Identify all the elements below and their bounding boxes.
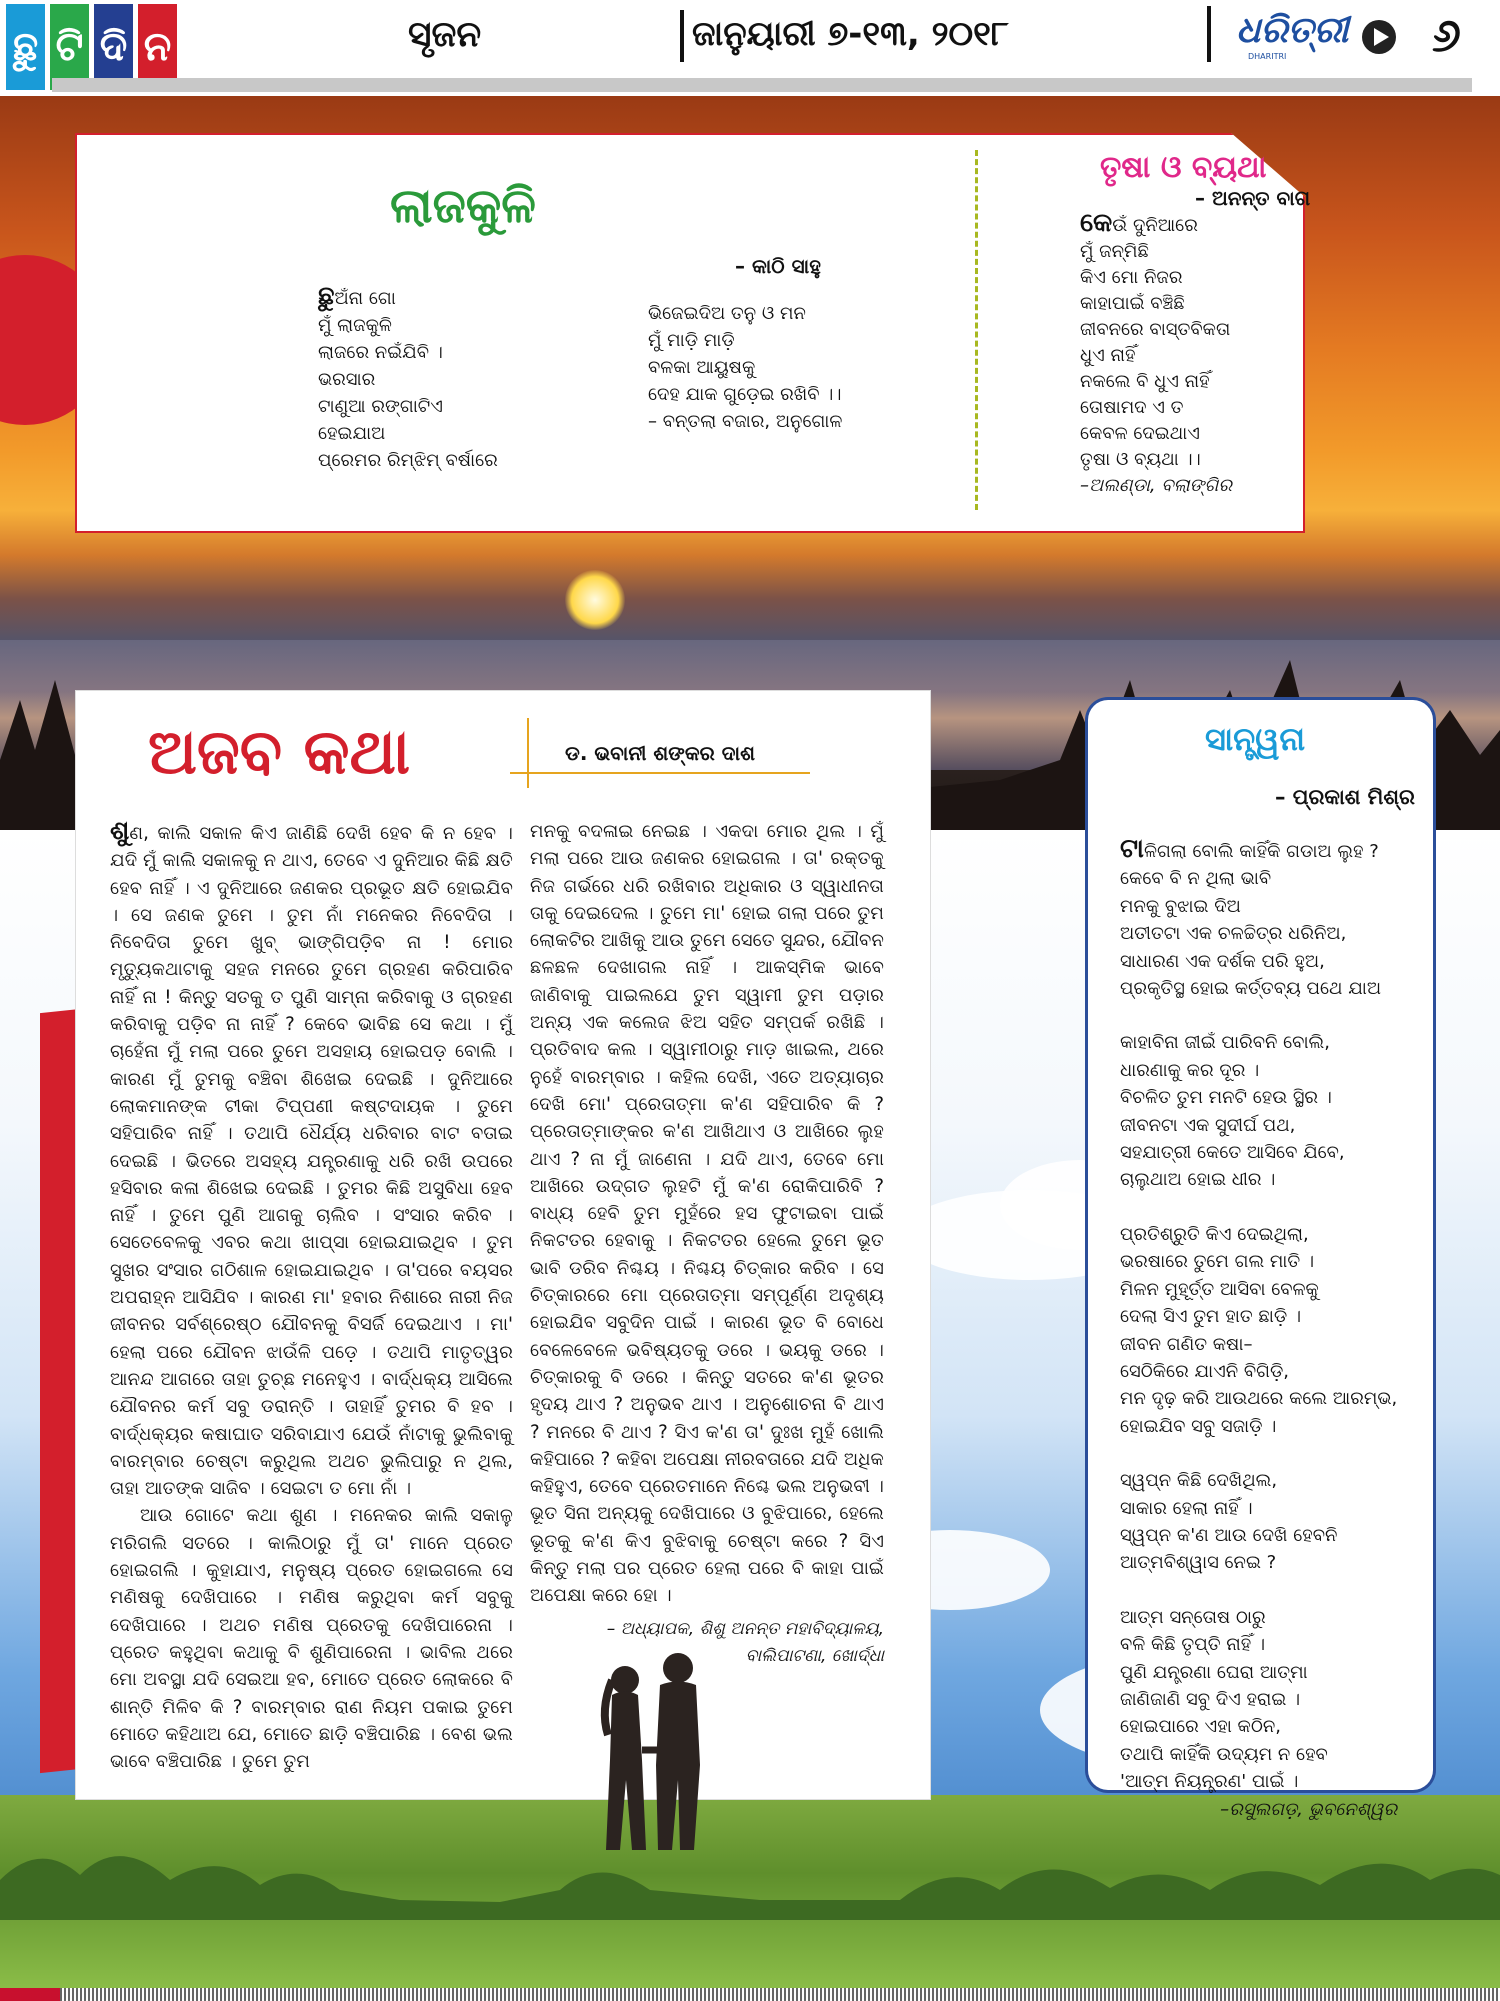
poem-line: କେଉଁ ଦୁନିଆରେ	[1080, 208, 1198, 238]
poem-body	[648, 300, 842, 435]
poem-line: ପ୍ରକୃତିସ୍ଥ ହୋଇ କର୍ତ୍ତବ୍ୟ ପଥେ ଯାଅ	[1120, 978, 1382, 1000]
poem-line: ପ୍ରତିଶ୍ରୁତି କିଏ ଦେଇଥିଲା,	[1120, 1223, 1309, 1245]
signature-line: – ଅଧ୍ୟାପକ, ଶିଶୁ ଅନନ୍ତ ମହାବିଦ୍ୟାଳୟ,	[606, 1619, 884, 1639]
poem-line: ସ୍ୱପ୍ନ କ'ଣ ଆଉ ଦେଖି ହେବନି	[1120, 1524, 1338, 1546]
poem-line: ଆତ୍ମବିଶ୍ୱାସ ନେଇ ?	[1120, 1552, 1277, 1574]
issue-date: ଜାନୁୟାରୀ ୭-୧୩, ୨୦୧୮	[692, 14, 1009, 54]
article-paragraph: ଶୁଣ, କାଲି ସକାଳ କିଏ ଜାଣିଛି ଦେଖି ହେବ କି ନ ହେବ । ଯଦି ମୁଁ କାଲି ସକାଳକୁ ନ ଥାଏ, ତେବେ ଏ ଦୁନିଆର କିଛି କ୍ଷତି ହେବ ନାହିଁ । ଏ ଦୁନିଆରେ ଜଣକର ପ୍ରଭୂତ କ୍ଷତି ହୋଇଯିବ । ସେ ଜଣକ ତୁମେ । ତୁମ ନାଁ ମନେକର ନିବେଦିତା । ନିବେଦିତା ତୁମେ ଖୁବ୍ ଭାଙ୍ଗିପଡ଼ିବ ନା ! ମୋର ମୃତ୍ୟୁକଥାଟାକୁ ସହଜ ମନରେ ତୁମେ ଗ୍ରହଣ କରିପାରିବ ନାହିଁ ନା ! କିନ୍ତୁ ସତକୁ ତ ପୁଣି ସାମ୍ନା କରିବାକୁ ଓ ଗ୍ରହଣ କରିବାକୁ ପଡ଼ିବ ନା ନାହିଁ ? କେବେ ଭାବିଛ ସେ କଥା । ମୁଁ ଚାହେଁନା ମୁଁ ମଲା ପରେ ତୁମେ ଅସହାୟ ହୋଇପଡ଼ ବୋଲି । କାରଣ ମୁଁ ତୁମକୁ ବଞ୍ଚିବା ଶିଖେଇ ଦେଇଛି । ଦୁନିଆରେ ଲୋକମାନଙ୍କ ଟୀକା ଟିପ୍ପଣୀ କଷ୍ଟଦାୟକ । ତୁମେ ସହିପାରିବ ନାହିଁ । ତଥାପି ଧୈର୍ଯ୍ୟ ଧରିବାର ବାଟ ବତାଇ ଦେଇଛି । ଭିତରେ ଅସହ୍ୟ ଯନ୍ତ୍ରଣାକୁ ଧରି ରଖି ଉପରେ ହସିବାର କଳା ଶିଖେଇ ଦେଇଛି । ତୁମର କିଛି ଅସୁବିଧା ହେବ ନାହିଁ । ତୁମେ ପୁଣି ଆଗକୁ ଚାଲିବ । ସଂସାର କରିବ । ସେତେବେଳକୁ ଏବର କଥା ଖାପ୍‌ସା ହୋଇଯାଇଥିବ । ତୁମ ସୁଖର ସଂସାର ଗଠିଶାଳ ହୋଇଯାଇଥିବ । ତା'ପରେ ବୟସର ଅପରାହ୍ନ ଆସିଯିବ । କାରଣ ମା' ହବାର ନିଶାରେ ନାରୀ ନିଜ ଜୀବନର ସର୍ବଶ୍ରେଷ୍ଠ ଯୌବନକୁ ବିସର୍ଜି ଦେଇଥାଏ । ମା' ହେଲା ପରେ ଯୌବନ ଝାଉଁଳି ପଡ଼େ । ତଥାପି ମାତୃତ୍ୱର ଆନନ୍ଦ ଆଗରେ ତାହା ତୁଚ୍ଛ ମନେହୁଏ । ବାର୍ଦ୍ଧକ୍ୟ ଆସିଲେ ଯୌବନର କର୍ମ ସବୁ ଡରାନ୍ତି । ତାହାହିଁ ତୁମର ବି ହବ । ବାର୍ଦ୍ଧକ୍ୟର କଷାଘାତ ସରିବାଯାଏ ଯେଉଁ ନାଁଟାକୁ ଭୁଲିବାକୁ ବାରମ୍ବାର ଚେଷ୍ଟା କରୁଥିଲ ଅଥଚ ଭୁଲିପାରୁ ନ ଥିଲ, ତାହା ଆତଙ୍କ ସାଜିବ । ସେଇଟା ତ ମୋ ନାଁ ।	[110, 816, 513, 1500]
poem-line: ହେଇଯାଅ	[318, 423, 386, 444]
drop-cap: ଛୁ	[318, 281, 335, 311]
poem-line: ମିଳନ ମୁହୂର୍ତ୍ତ ଆସିବା ବେଳକୁ	[1120, 1278, 1319, 1300]
poem-line: କେବଳ ଦେଇଥାଏ	[1080, 423, 1200, 444]
poem-line: ବଳି କିଛି ତୃପ୍ତି ନାହିଁ ।	[1120, 1634, 1266, 1656]
poem-line: ଭରସାର	[318, 369, 376, 390]
poem-place: –ରସୁଲଗଡ଼, ଭୁବନେଶ୍ୱର	[1220, 1798, 1398, 1820]
poem-line: ହୋଇପାରେ ଏହା କଠିନ,	[1120, 1716, 1281, 1738]
poem-line: ହୋଇଯିବ ସବୁ ସଜାଡ଼ି ।	[1120, 1415, 1277, 1437]
poem-line: ମୁଁ ଲାଜକୁଳି	[318, 315, 392, 336]
poem-body	[318, 283, 498, 474]
poem-line: ଧାରଣାକୁ କର ଦୂର ।	[1120, 1059, 1260, 1081]
poem-line: ଆତ୍ମ ସନ୍ତୋଷ ଠାରୁ	[1120, 1606, 1266, 1628]
title-rule	[527, 718, 529, 788]
logo-letter-1: ଛୁ	[6, 4, 45, 90]
article-signature	[530, 1616, 884, 1670]
logo-letter-3: ଦି	[94, 4, 133, 90]
poem-author: – କାଠି ସାହୁ	[735, 254, 821, 278]
poem-body	[1120, 836, 1397, 1823]
poem-line: ଧୁଏ ନାହିଁ	[1080, 345, 1136, 366]
drop-cap: ଟା	[1120, 834, 1144, 864]
article-paragraph: ମନକୁ ବଦଳାଇ ନେଇଛ । ଏକଦା ମୋର ଥିଲ । ମୁଁ ମଲା ପରେ ଆଉ ଜଣକର ହୋଇଗଲ । ତା' ରକ୍ତକୁ ନିଜ ଗର୍ଭରେ ଧରି ରଖିବାର ଅଧିକାର ଓ ସ୍ୱାଧୀନତା ତାକୁ ଦେଇଦେଲ । ତୁମେ ମା' ହୋଇ ଗଲା ପରେ ତୁମ ଲୋକଟିର ଆଖିକୁ ଆଉ ତୁମେ ସେତେ ସୁନ୍ଦର, ଯୌବନ ଛଳଛଳ ଦେଖାଗଲ ନାହିଁ । ଆକସ୍ମିକ ଭାବେ ଜାଣିବାକୁ ପାଇଲଯେ ତୁମ ସ୍ୱାମୀ ତୁମ ପଡ଼ାର ଅନ୍ୟ ଏକ କଲେଜ ଝିଅ ସହିତ ସମ୍ପର୍କ ରଖିଛି । ପ୍ରତିବାଦ କଲ । ସ୍ୱାମୀଠାରୁ ମାଡ଼ ଖାଇଲ, ଥରେ ନୁହେଁ ବାରମ୍ବାର । କହିଲ ଦେଖି, ଏତେ ଅତ୍ୟାଚାର ଦେଖି ମୋ' ପ୍ରେତାତ୍ମା କ'ଣ ସହିପାରିବ କି ? ପ୍ରେତାତ୍ମାଙ୍କର କ'ଣ ଆଖିଥାଏ ଓ ଆଖିରେ ଲୁହ ଥାଏ ? ନା ମୁଁ ଜାଣେନା । ଯଦି ଥାଏ, ତେବେ ମୋ ଆଖିରେ ଉଦ୍‌ଗତ ଲୁହଟି ମୁଁ କ'ଣ ରୋକିପାରିବି ? ବାଧ୍ୟ ହେବି ତୁମ ମୁହଁରେ ହସ ଫୁଟାଇବା ପାଇଁ ନିକଟତର ହେବାକୁ । ନିକଟତର ହେଲେ ତୁମେ ଭୂତ ଭାବି ଡରିବ ନିଶ୍ଚୟ । ନିଶ୍ଚୟ ଚିତ୍କାର କରିବ । ସେ ଚିତ୍କାରରେ ମୋ ପ୍ରେତାତ୍ମା ସମ୍ପୂର୍ଣ୍ଣ ଅଦୃଶ୍ୟ ହୋଇଯିବ ସବୁଦିନ ପାଇଁ । କାରଣ ଭୂତ ବି ବୋଧେ ବେଳେବେଳେ ଭବିଷ୍ୟତକୁ ଡରେ । ଭୟକୁ ଡରେ । ଚିତ୍କାରକୁ ବି ଡରେ । କିନ୍ତୁ ସତରେ କ'ଣ ଭୂତର ହୃଦୟ ଥାଏ ? ଅନୁଭବ ଥାଏ । ଅନୁଶୋଚନା ବି ଥାଏ ? ମନରେ ବି ଥାଏ ? ସିଏ କ'ଣ ତା' ଦୁଃଖ ମୁହଁ ଖୋଲି କହିପାରେ ? କହିବା ଅପେକ୍ଷା ନୀରବତାରେ ଯଦି ଅଧିକ କହିହୁଏ, ତେବେ ପ୍ରେତମାନେ ନିଶ୍ଚେ ଭଲ ଅନୁଭବୀ । ଭୂତ ସିନା ଅନ୍ୟକୁ ଦେଖିପାରେ ଓ ବୁଝିପାରେ, ହେଲେ ଭୂତକୁ କ'ଣ କିଏ ବୁଝିବାକୁ ଚେଷ୍ଟା କରେ ? ସିଏ କିନ୍ତୁ ମଲା ପର ପ୍ରେତ ହେଲା ପରେ ବି କାହା ପାଇଁ ଅପେକ୍ଷା କରେ ହୋ ।	[530, 821, 884, 1607]
poem-line: କେବେ ବି ନ ଥିଲା ଭାବି	[1120, 868, 1272, 890]
poem-line: ପୁଣି ଯନ୍ତ୍ରଣା ଘେରା ଆତ୍ମା	[1120, 1661, 1308, 1683]
footer-rule	[0, 1988, 1500, 2001]
poem-line: ଲାଜରେ ନଇଁଯିବି ।	[318, 342, 443, 363]
page-number: ୬	[1432, 8, 1461, 62]
poem-line: ସେଠିକିରେ ଯାଏନି ବିଗିଡ଼ି,	[1120, 1360, 1290, 1382]
poem-line: ମନ ଦୃଢ଼ କରି ଆଉଥରେ କଲେ ଆରମ୍ଭ,	[1120, 1388, 1398, 1410]
poem-line: ଦେଲା ସିଏ ତୁମ ହାତ ଛାଡ଼ି ।	[1120, 1306, 1302, 1328]
poem-line: ବିଚଳିତ ତୁମ ମନଟି ହେଉ ସ୍ଥିର ।	[1120, 1087, 1332, 1109]
article-column-2	[530, 818, 884, 1610]
poem-place: – ବନ୍ତଲା ବଜାର, ଅନୁଗୋଳ	[648, 411, 843, 432]
date-divider	[680, 10, 684, 62]
article-author: ଡ. ଭବାନୀ ଶଙ୍କର ଦାଶ	[565, 741, 755, 765]
logo-letter-4: ନ	[138, 4, 177, 90]
signature-line: ବାଲିପାଟଣା, ଖୋର୍ଦ୍ଧା	[745, 1646, 884, 1666]
poem-line: ମୁଁ ମାଡ଼ି ମାଡ଼ି	[648, 330, 735, 351]
poem-title: ତୃଷା ଓ ବ୍ୟଥା	[1100, 150, 1267, 185]
poem-title: ସାନ୍ତ୍ୱନା	[1205, 720, 1306, 758]
poem-line: ଭରଷାରେ ତୁମେ ଗଲ ମାତି ।	[1120, 1251, 1315, 1273]
play-icon	[1362, 20, 1396, 54]
poem-line: ମୁଁ ଜନ୍ମିଛି	[1080, 241, 1149, 262]
poem-line: ସ୍ୱପ୍ନ କିଛି ଦେଖିଥିଲ,	[1120, 1470, 1278, 1492]
poem-line: 'ଆତ୍ମ ନିୟନ୍ତ୍ରଣ' ପାଇଁ ।	[1120, 1771, 1299, 1793]
poem-line: ଜୀବନଟା ଏକ ସୁଦୀର୍ଘ ପଥ,	[1120, 1114, 1296, 1136]
poem-line: ଟାଳିଗଲା ବୋଲି କାହିଁକି ଗଡାଅ ଲୁହ ?	[1120, 834, 1379, 864]
poem-line: ବଳକା ଆୟୁଷକୁ	[648, 357, 756, 378]
poem-line: ନକଲେ ବି ଧୁଏ ନାହିଁ	[1080, 371, 1210, 392]
poem-line: ଛୁଅଁନା ଗୋ	[318, 281, 396, 311]
poems-divider	[975, 150, 978, 510]
poem-line: ଜୀବନରେ ବାସ୍ତବିକତା	[1080, 319, 1231, 340]
drop-cap: ଶୁ	[110, 816, 130, 846]
poem-body	[1080, 210, 1232, 499]
brand-divider	[1207, 6, 1211, 62]
poem-place: –ଅଲଣ୍ଡା, ବଲାଙ୍ଗିର	[1080, 475, 1232, 496]
sun	[565, 570, 625, 630]
poem-author: – ଅନନ୍ତ ବାଗ	[1195, 186, 1311, 210]
poem-line: କାହାପାଇଁ ବଞ୍ଚିଛି	[1080, 293, 1185, 314]
poem-line: ତୃଷା ଓ ବ୍ୟଥା ।।	[1080, 449, 1201, 470]
poem-line: କିଏ ମୋ ନିଜର	[1080, 267, 1183, 288]
section-name: ସୃଜନ	[408, 14, 482, 55]
footer-accent	[0, 1988, 60, 2001]
article-title: ଅଜବ କଥା	[148, 715, 410, 788]
header-rule	[52, 78, 1472, 92]
poem-line: ଅତୀତଟା ଏକ ଚଳଚ୍ଚିତ୍ର ଧରିନିଅ,	[1120, 923, 1347, 945]
poem-line: ସହଯାତ୍ରୀ କେତେ ଆସିବେ ଯିବେ,	[1120, 1142, 1345, 1164]
poem-line: ଟାଣୁଆ ରଙ୍ଗାଟିଏ	[318, 396, 443, 417]
title-rule	[510, 772, 810, 774]
poem-line: ମନକୁ ବୁଝାଇ ଦିଅ	[1120, 895, 1241, 917]
drop-cap: କେ	[1080, 208, 1113, 238]
poem-line: ଦେହ ଯାକ ଗୁଡ଼େଇ ରଖିବି ।।	[648, 384, 842, 405]
article-paragraph: ଆଉ ଗୋଟେ କଥା ଶୁଣ । ମନେକର କାଲି ସକାଳୁ ମରିଗଲି ସତରେ । କାଲିଠାରୁ ମୁଁ ତା' ମାନେ ପ୍ରେତ ହୋଇଗଲି । କୁହାଯାଏ, ମନୁଷ୍ୟ ପ୍ରେତ ହୋଇଗଲେ ସେ ମଣିଷକୁ ଦେଖିପାରେ । ମଣିଷ କରୁଥିବା କର୍ମ ସବୁକୁ ଦେଖିପାରେ । ଅଥଚ ମଣିଷ ପ୍ରେତକୁ ଦେଖିପାରେନା । ପ୍ରେତ କହୁଥିବା କଥାକୁ ବି ଶୁଣିପାରେନା । ଭାବିଲ ଥରେ ମୋ ଅବସ୍ଥା ଯଦି ସେଇଆ ହବ, ମୋତେ ପ୍ରେତ ଲୋକରେ ବି ଶାନ୍ତି ମିଳିବ କି ? ବାରମ୍ବାର ରାଣ ନିୟମ ପକାଇ ତୁମେ ମୋତେ କହିଥାଅ ଯେ, ମୋତେ ଛାଡ଼ି ବଞ୍ଚିପାରିଛ । ବେଶ ଭଲ ଭାବେ ବଞ୍ଚିପାରିଛ । ତୁମେ ତୁମ	[110, 1505, 513, 1773]
brand-logo: ଧରିତ୍ରୀ	[1236, 10, 1349, 51]
couple-silhouette	[520, 1560, 780, 1860]
poem-line: ଚାଲୁଥାଅ ହୋଇ ଧୀର ।	[1120, 1169, 1276, 1191]
poem-line: ଜୀବନ ଗଣିତ କଷା–	[1120, 1333, 1253, 1355]
poem-line: ଜାଣିଜାଣି ସବୁ ଦିଏ ହରାଇ ।	[1120, 1688, 1301, 1710]
poem-line: ଭିଜେଇଦିଅ ତନୁ ଓ ମନ	[648, 303, 806, 324]
poem-author: – ପ୍ରକାଶ ମିଶ୍ର	[1275, 785, 1415, 809]
poem-line: ତଥାପି କାହିଁକି ଉଦ୍ୟମ ନ ହେବ	[1120, 1743, 1328, 1765]
poem-title: ଲାଜକୁଳି	[390, 178, 536, 234]
article-column-1	[110, 818, 513, 1775]
poem-line: ସାକାର ହେଲା ନାହିଁ ।	[1120, 1497, 1253, 1519]
poem-line: ସାଧାରଣ ଏକ ଦର୍ଶକ ପରି ହୁଅ,	[1120, 950, 1325, 972]
poem-line: ପ୍ରେମର ରିମ୍‌ଝିମ୍ ବର୍ଷାରେ	[318, 450, 498, 471]
poem-line: ତୋଷାମଦ ଏ ତ	[1080, 397, 1184, 418]
brand-subtitle: DHARITRI	[1248, 52, 1287, 61]
logo-letter-2: ଟି	[50, 4, 89, 90]
poem-line: କାହାବିନା ଜୀଇଁ ପାରିବନି ବୋଲି,	[1120, 1032, 1330, 1054]
